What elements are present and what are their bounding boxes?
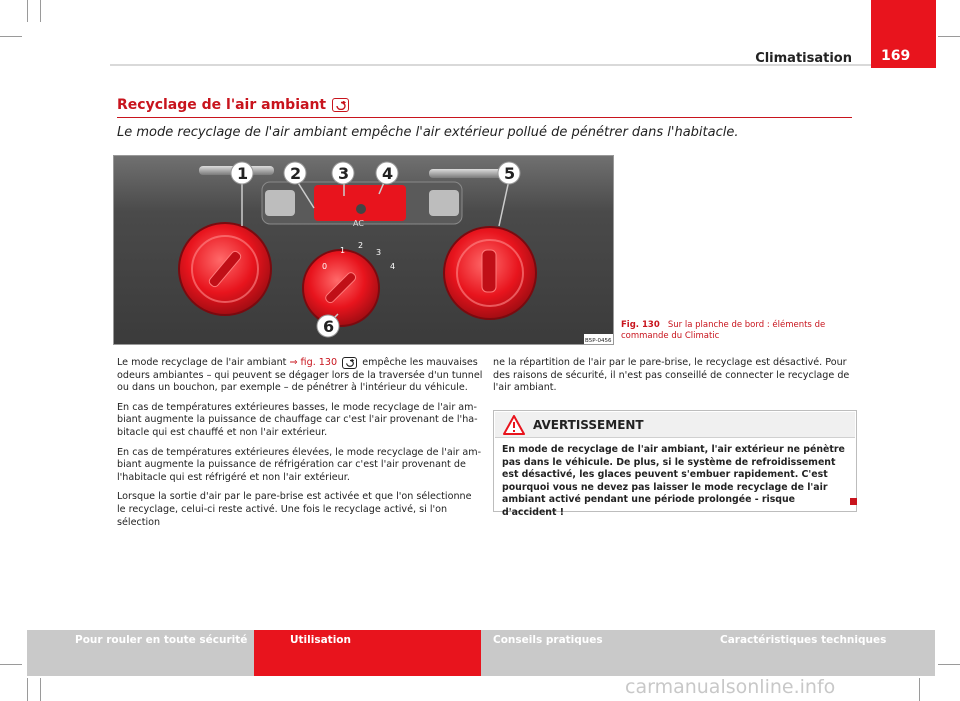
crop-mark <box>0 664 22 665</box>
dial-number: 1 <box>340 246 346 255</box>
callout-5 <box>498 162 520 184</box>
paragraph: En cas de températures extérieures élevées, le mode recyclage de l'air ambiant augmente la puissance de réfrigération car c'est l'air provenant de l'habitacle qui est réfrigéré et non l'air extérieur. <box>117 446 482 483</box>
figure-reference-link[interactable]: ⇒ fig. 130 <box>289 357 338 368</box>
warning-text: En mode de recyclage de l'air ambiant, l'air extérieur ne pénètre pas dans le véhicule. De plus, si le système de refroidissement est désactivé, les glaces peuvent s'embuer rapidement. C'est pourquoi vous ne devez pas laisser le mode recyclage de l'air ambiant activé pendant une période prolongée - risque d'accident ! <box>502 444 845 518</box>
paragraph: ne la répartition de l'air par le pare-brise, le recyclage est désactivé. Pour des raisons de sécurité, il n'est pas conseillé de connecter le recyclage de l'air ambiant. <box>493 357 850 394</box>
seat-heating-right-button <box>429 190 459 216</box>
crop-mark <box>40 678 41 701</box>
dial-number: 0 <box>322 262 328 271</box>
dial-number: 4 <box>390 262 396 271</box>
crop-mark <box>919 678 920 701</box>
callout-3 <box>332 162 354 184</box>
crop-mark <box>0 36 22 37</box>
svg-text:4: 4 <box>382 164 394 183</box>
button-strip <box>314 185 406 221</box>
figure-caption <box>621 320 857 342</box>
climatic-controls-figure <box>113 155 614 345</box>
page-number-tab <box>871 0 936 28</box>
watermark: carmanualsonline.info <box>625 676 836 698</box>
footer-tab-practical-tips[interactable]: Conseils pratiques <box>481 630 708 676</box>
warning-triangle-icon <box>503 415 525 435</box>
footer-tab-technical-specs[interactable]: Caractéristiques techniques <box>708 630 935 676</box>
page-number: 169 <box>871 28 936 68</box>
footer-navigation <box>27 630 935 676</box>
air-recirculation-icon <box>342 357 357 369</box>
svg-text:3: 3 <box>338 164 350 183</box>
air-vent <box>429 169 504 178</box>
heading-rule <box>117 117 852 118</box>
end-of-section-marker <box>850 498 857 505</box>
svg-text:6: 6 <box>323 317 335 336</box>
svg-text:2: 2 <box>290 164 302 183</box>
body-right-column <box>493 357 857 402</box>
image-code: B5P-0456 <box>585 338 612 344</box>
callout-2 <box>284 162 306 184</box>
warning-header <box>495 412 855 438</box>
footer-tab-operation[interactable]: Utilisation <box>254 630 481 676</box>
lead-paragraph: Le mode recyclage de l'air ambiant empêche l'air extérieur pollué de pénétrer dans l'habitacle. <box>117 125 739 140</box>
section-heading <box>117 97 349 113</box>
paragraph: Lorsque la sortie d'air par le pare-brise est activée et que l'on sélectionne le recyclage, celui-ci reste activé. Une fois le recyclage activé, si l'on sélection <box>117 491 472 528</box>
paragraph: Le mode recyclage de l'air ambiant ⇒ fig. 130 empêche les mauvaises odeurs ambiantes – qui peuvent se dégager lors de la traversée d'un tunnel ou dans un bouchon, par exemple – de pénétrer à l'intérieur du véhicule. <box>117 357 483 394</box>
footer-tab-safety[interactable]: Pour rouler en toute sécurité <box>27 630 254 676</box>
crop-mark <box>938 664 960 665</box>
ac-button-label: AC <box>353 219 364 228</box>
paragraph: En cas de températures extérieures basses, le mode recyclage de l'air ambiant augmente la puissance de chauffage car c'est l'air provenant de l'habitacle qui est chauffé et non l'air extérieur. <box>117 401 478 438</box>
crop-mark <box>40 0 41 22</box>
climatic-panel-illustration <box>114 156 614 345</box>
crop-mark <box>938 36 960 37</box>
section-heading-text: Recyclage de l'air ambiant <box>117 97 327 113</box>
svg-text:1: 1 <box>237 164 249 183</box>
svg-text:5: 5 <box>504 164 516 183</box>
figure-caption-text: Sur la planche de bord : éléments de commande du Climatic <box>621 320 826 341</box>
body-left-column <box>117 357 483 536</box>
warning-box <box>493 410 857 518</box>
callout-1 <box>231 162 253 184</box>
callout-4 <box>376 162 398 184</box>
figure-caption-label: Fig. 130 <box>621 320 660 330</box>
crop-mark <box>27 678 28 701</box>
air-recirculation-icon <box>332 98 349 112</box>
callout-6 <box>317 315 339 337</box>
dial-number: 2 <box>358 241 364 250</box>
running-section-title: Climatisation <box>755 51 852 66</box>
warning-title: AVERTISSEMENT <box>533 418 644 432</box>
crop-mark <box>27 0 28 22</box>
seat-heating-left-button <box>265 190 295 216</box>
dial-number: 3 <box>376 248 382 257</box>
